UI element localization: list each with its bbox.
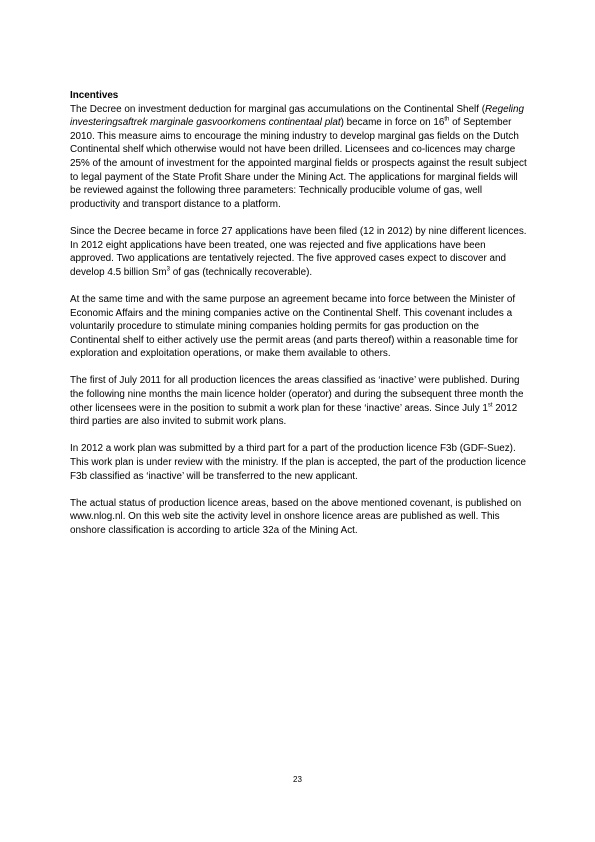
section-heading: Incentives [70, 90, 119, 101]
text-run: of gas (technically recoverable). [169, 266, 313, 278]
paragraph-status: The actual status of production licence areas, based on the above mentioned covenant, is published on www.nlog.nl. On this web site the activity level in onshore licence areas are published as well. This onshore classification is according to article 32a of the Mining Act. [70, 497, 522, 536]
text-run: The first of July 2011 for all production licences the areas classified as ‘inactive’ were published. During the following nine months the main licence holder (operator) and during the subsequent three month the other licensees were in the position to submit a work plan for these ‘inactive’ areas. Since July 1 [70, 375, 524, 414]
text-run: The Decree on investment deduction for marginal gas accumulations on the Continental Shelf ( [70, 103, 485, 115]
italic-decree-title: Regeling investeringsaftrek marginale gasvoorkomens continentaal plat [70, 103, 524, 129]
text-run: Since the Decree became in force 27 applications have been filed (12 in 2012) by nine different licences. In 2012 eight applications have been treated, one was rejected and five applications have been approved. Two applications are tentatively rejected. The five approved cases expect to discover and develop 4.5 billion Sm [70, 225, 527, 278]
paragraph-work-plan: In 2012 a work plan was submitted by a third part for a part of the production licence F3b (GDF-Suez). This work plan is under review with the ministry. If the plan is accepted, the part of the production licence F3b classified as ‘inactive’ will be transferred to the new applicant. [70, 443, 526, 482]
text-run: ) became in force on 16 [340, 117, 445, 129]
superscript: st [487, 402, 493, 409]
text-run: 2012 third parties are also invited to submit work plans. [70, 402, 518, 428]
text-run: of September 2010. This measure aims to encourage the mining industry to develop marginal gas fields on the Dutch Continental shelf which otherwise would not have been drilled. Licensees and co-licences may charge 25% of the amount of investment for the appointed marginal fields or prospects against the result subject to legal payment of the State Profit Share under the Mining Act. The applications for marginal fields will be reviewed against the following three parameters: Technically producible volume of gas, well productivity and transport distance to a platform. [70, 117, 527, 210]
paragraph-decree [70, 103, 530, 212]
superscript: th [444, 116, 450, 123]
superscript: 3 [166, 266, 170, 273]
paragraph-inactive-areas [70, 374, 530, 428]
page-number: 23 [293, 775, 302, 784]
paragraph-covenant: At the same time and with the same purpose an agreement became into force between the Minister of Economic Affairs and the mining companies active on the Continental Shelf. This covenant includes a voluntarily procedure to stimulate mining companies holding permits for gas production on the Continental shelf to either actively use the permit areas (and parts thereof) within a reasonable time for exploration and exploitation operations, or make them available to others. [70, 293, 518, 360]
document-body [70, 89, 530, 551]
paragraph-applications [70, 225, 530, 279]
